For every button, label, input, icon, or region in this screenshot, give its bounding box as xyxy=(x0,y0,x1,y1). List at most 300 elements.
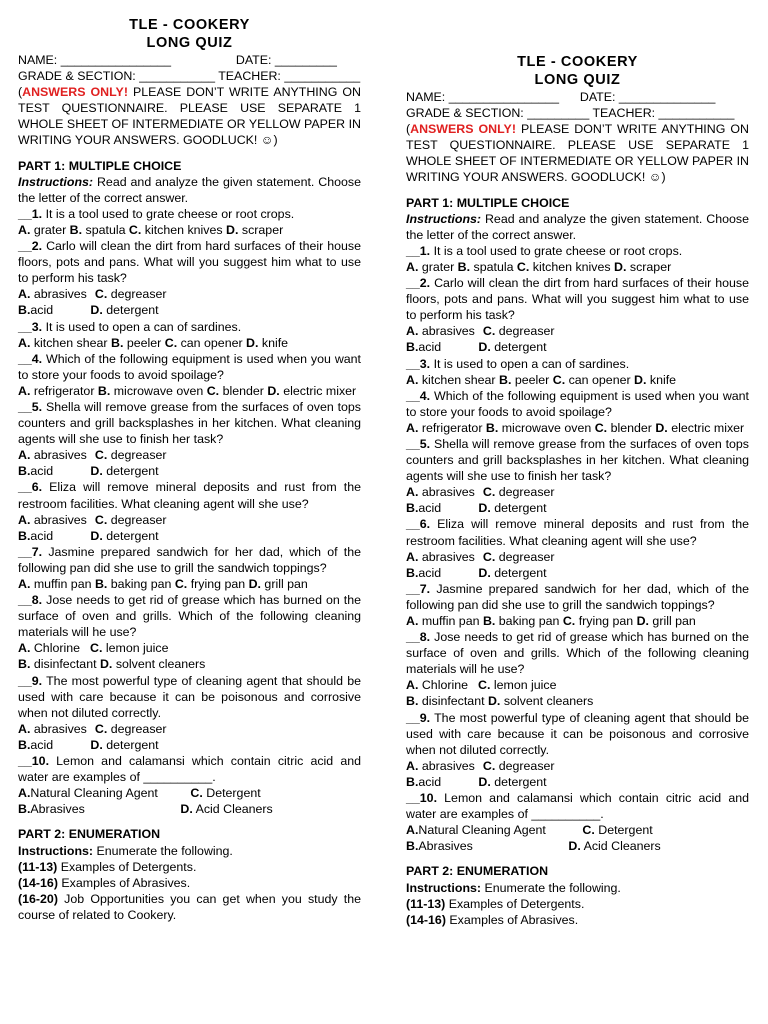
text-segment: B. xyxy=(406,839,419,854)
part1-heading: PART 1: MULTIPLE CHOICE xyxy=(406,195,570,210)
text-segment: Detergent xyxy=(594,823,653,838)
text-segment: detergent xyxy=(102,737,159,752)
text-segment: C. xyxy=(90,641,103,656)
question-8-options-bd xyxy=(406,693,749,709)
answer-note: (ANSWERS ONLY! PLEASE DON’T WRITE ANYTHING ON TEST QUESTIONNAIRE. PLEASE USE SEPARATE 1 WHOLE SHEET OF INTERMEDIATE OR YELLOW PAPER IN WRITING YOUR ANSWERS. GOODLUCK! ☺) xyxy=(18,85,361,148)
text-segment: muffin pan xyxy=(418,614,483,628)
question-5-options-bd xyxy=(18,463,361,479)
text-segment: baking pan xyxy=(107,577,175,591)
question-2-options-ac xyxy=(406,323,749,339)
question-9-options-ac xyxy=(406,758,749,774)
text-segment: A. xyxy=(18,641,31,656)
text-segment: B. xyxy=(406,774,419,789)
date-blank: _________ xyxy=(274,53,337,67)
name-label: NAME: xyxy=(406,90,446,104)
text-segment: __9. xyxy=(406,710,431,725)
text-segment: can opener xyxy=(565,372,635,387)
text-segment: degreaser xyxy=(495,485,555,500)
text-segment: C. xyxy=(478,678,491,693)
question-1-options xyxy=(18,222,361,238)
teacher-label: TEACHER: xyxy=(592,106,656,121)
question-8-options-ac xyxy=(406,677,749,693)
text-segment: Jasmine prepared sandwich for her dad, which of the following pan did she use to grill the sandwich toppings? xyxy=(406,581,749,612)
text-segment: C. xyxy=(482,549,496,564)
question-7 xyxy=(18,544,361,576)
text-segment: kitchen knives xyxy=(529,259,615,274)
text-segment: __3. xyxy=(406,356,431,371)
text-segment: baking pan xyxy=(495,614,563,628)
text-segment: abrasives xyxy=(30,448,87,463)
text-segment: (16-20) xyxy=(18,891,58,906)
text-segment: D. xyxy=(568,839,581,854)
part1-instructions: Instructions: Read and analyze the given statement. Choose the letter of the correct answer. xyxy=(18,174,361,205)
text-segment: grill pan xyxy=(648,614,696,628)
text-segment: abrasives xyxy=(30,287,87,302)
text-segment: detergent xyxy=(102,303,159,318)
teacher-blank: ___________ xyxy=(284,69,361,84)
text-segment: A. xyxy=(406,324,419,339)
text-segment: grater xyxy=(418,259,458,274)
text-segment: It is a tool used to grate cheese or root crops. xyxy=(42,206,295,221)
text-segment: can opener xyxy=(177,335,247,350)
text-segment: degreaser xyxy=(495,758,555,773)
text-segment: D. xyxy=(478,565,491,580)
text-segment: A. xyxy=(18,448,31,463)
text-segment: It is used to open a can of sardines. xyxy=(430,356,630,371)
text-segment: kitchen shear xyxy=(30,335,111,350)
answer-note: (ANSWERS ONLY! PLEASE DON’T WRITE ANYTHING ON TEST QUESTIONNAIRE. PLEASE USE SEPARATE 1 WHOLE SHEET OF INTERMEDIATE OR YELLOW PAPER IN WRITING YOUR ANSWERS. GOODLUCK! ☺) xyxy=(406,122,749,185)
text-segment: (14-16) xyxy=(18,875,58,890)
text-segment: D. xyxy=(487,694,501,709)
question-5-options-ac xyxy=(18,447,361,463)
question-6-options-ac xyxy=(406,549,749,565)
text-segment: Jose needs to get rid of grease which has burned on the surface of oven and grills. Which of the following cleaning materials will he use? xyxy=(18,593,361,640)
question-2 xyxy=(18,238,361,286)
text-segment: acid xyxy=(30,528,54,543)
text-segment: C. xyxy=(174,577,188,591)
question-4-options xyxy=(18,383,361,399)
text-segment: C. xyxy=(482,485,496,500)
text-segment: A. xyxy=(406,372,419,387)
text-segment: D. xyxy=(655,420,668,435)
text-segment: Acid Cleaners xyxy=(192,802,273,817)
text-segment: lemon juice xyxy=(102,641,169,656)
text-segment: kitchen knives xyxy=(141,222,227,237)
text-segment: Acid Cleaners xyxy=(580,839,661,854)
question-5-options-bd xyxy=(406,500,749,516)
text-segment: __2. xyxy=(18,239,43,254)
part2-heading: PART 2: ENUMERATION xyxy=(406,864,549,879)
text-segment: Lemon and calamansi which contain citric acid and water are examples of xyxy=(18,754,361,785)
text-segment: detergent xyxy=(490,565,547,580)
text-segment: B. xyxy=(457,259,471,274)
question-6 xyxy=(406,516,749,548)
text-segment: B. xyxy=(406,694,419,709)
grade-blank: ___________ xyxy=(139,69,215,84)
text-segment: C. xyxy=(164,335,178,350)
text-segment: disinfectant xyxy=(30,657,100,672)
enumeration-1 xyxy=(18,859,361,875)
text-segment: __8. xyxy=(406,630,431,645)
text-segment: abrasives xyxy=(418,485,475,500)
grade-label: GRADE & SECTION: xyxy=(18,69,136,84)
name-blank: ________________ xyxy=(60,53,171,67)
text-segment: Chlorine xyxy=(30,641,80,656)
text-segment: knife xyxy=(258,335,289,350)
text-segment: C. xyxy=(94,448,108,463)
text-segment: __4. xyxy=(18,351,43,366)
question-2-options-bd xyxy=(18,302,361,318)
text-segment: A. xyxy=(18,721,31,736)
text-segment: Chlorine xyxy=(418,678,468,693)
text-segment: Instructions: xyxy=(406,880,482,895)
question-1 xyxy=(18,206,361,222)
text-segment: A. xyxy=(406,549,419,564)
text-segment: D. xyxy=(226,222,239,237)
text-segment: Job Opportunities you can get when you study the course of related to Cookery. xyxy=(18,891,361,922)
text-segment: (11-13) xyxy=(18,859,58,874)
text-segment: Natural Cleaning Agent xyxy=(30,786,158,801)
text-segment: grater xyxy=(30,222,70,237)
text-segment: detergent xyxy=(490,501,547,516)
question-9 xyxy=(18,673,361,721)
answers-only-note: ANSWERS ONLY! xyxy=(22,85,128,100)
text-segment: C. xyxy=(190,786,203,801)
question-10 xyxy=(406,790,749,822)
question-10-options-bd xyxy=(18,801,361,817)
text-segment: detergent xyxy=(102,528,159,543)
text-segment: __3. xyxy=(18,319,43,334)
text-segment: C. xyxy=(482,324,496,339)
question-7-options xyxy=(406,613,749,629)
text-segment: lemon juice xyxy=(490,678,557,693)
text-segment: Natural Cleaning Agent xyxy=(418,823,546,838)
grade-teacher-line xyxy=(18,68,361,84)
question-4-options xyxy=(406,420,749,436)
question-6-options-bd xyxy=(18,528,361,544)
text-segment: C. xyxy=(552,372,566,387)
text-segment: scraper xyxy=(238,222,284,237)
text-segment: Jose needs to get rid of grease which has burned on the surface of oven and grills. Which of the following cleaning materials will he use? xyxy=(406,630,749,677)
question-3-options xyxy=(406,372,749,388)
text-segment: D. xyxy=(90,528,103,543)
text-segment: Eliza will remove mineral deposits and rust from the restroom facilities. What cleaning agent will she use? xyxy=(18,480,361,511)
teacher-label: TEACHER: xyxy=(218,69,281,84)
question-3-options xyxy=(18,335,361,351)
part1-instructions: Instructions: Read and analyze the given statement. Choose the letter of the correct answer. xyxy=(406,211,749,242)
enumeration-2 xyxy=(406,912,749,928)
text-segment: __6. xyxy=(18,480,43,495)
quiz-subtitle: LONG QUIZ xyxy=(146,35,233,51)
text-segment: Which of the following equipment is used when you want to store your foods to avoid spoilage? xyxy=(18,351,361,382)
text-segment: B. xyxy=(18,737,31,752)
text-segment: B. xyxy=(69,222,83,237)
text-segment: Shella will remove grease from the surfaces of oven tops counters and grill backsplashes in her kitchen. What cleaning agents will she use to finish her task? xyxy=(406,436,749,484)
date-label: DATE: xyxy=(235,53,272,67)
enumeration-1 xyxy=(406,896,749,912)
text-segment: A. xyxy=(18,383,31,398)
text-segment: abrasives xyxy=(418,324,475,339)
text-segment: grill pan xyxy=(260,577,308,591)
text-segment: The most powerful type of cleaning agent that should be used with care because it can be poisonous and corrosive when not diluted correctly. xyxy=(18,673,361,720)
text-segment: electric mixer xyxy=(279,383,357,398)
text-segment: electric mixer xyxy=(667,420,745,435)
text-segment: A. xyxy=(18,577,31,591)
teacher-blank: ___________ xyxy=(658,106,735,121)
date-blank: ______________ xyxy=(618,90,716,104)
question-1-options xyxy=(406,259,749,275)
quiz-title: TLE - COOKERY xyxy=(517,54,638,70)
text-segment: __6. xyxy=(406,517,431,532)
text-segment: knife xyxy=(646,372,677,387)
text-segment: Carlo will clean the dirt from hard surfaces of their house floors, pots and pans. What will you suggest him what to use to perform his task? xyxy=(406,276,749,323)
question-10-options-ac xyxy=(18,785,361,801)
text-segment: C. xyxy=(562,614,576,628)
text-segment: Lemon and calamansi which contain citric acid and water are examples of xyxy=(406,791,749,822)
text-segment: __5. xyxy=(18,399,43,414)
part2-heading: PART 2: ENUMERATION xyxy=(18,827,161,842)
text-segment: B. xyxy=(94,577,108,591)
enumeration-2 xyxy=(18,875,361,891)
text-segment: B. xyxy=(18,464,31,479)
text-segment: D. xyxy=(248,577,261,591)
name-date-line xyxy=(406,89,749,105)
text-segment: disinfectant xyxy=(418,694,488,709)
smiley-icon: ☺ xyxy=(260,133,274,148)
question-9-options-bd xyxy=(406,774,749,790)
text-segment: __4. xyxy=(406,388,431,403)
question-5 xyxy=(18,399,361,447)
text-segment: __1. xyxy=(18,206,43,221)
text-segment: __7. xyxy=(406,581,431,596)
text-segment: C. xyxy=(94,512,108,527)
note-text: PLEASE DON’T WRITE ANYTHING ON TEST QUESTIONNAIRE. PLEASE USE SEPARATE 1 WHOLE SHEET OF INTERMEDIATE OR YELLOW PAPER IN WRITING YOUR ANSWERS. GOODLUCK! xyxy=(406,122,749,185)
text-segment: A. xyxy=(406,259,419,274)
text-segment: detergent xyxy=(490,340,547,355)
text-segment: B. xyxy=(18,802,31,817)
text-segment: D. xyxy=(636,614,649,628)
text-segment: B. xyxy=(111,335,124,350)
text-segment: __9. xyxy=(18,673,43,688)
answers-only-note: ANSWERS ONLY! xyxy=(410,122,516,137)
text-segment: A. xyxy=(406,420,419,435)
text-segment: Abrasives xyxy=(418,839,473,854)
text-segment: frying pan xyxy=(187,577,249,591)
text-segment: B. xyxy=(18,657,31,672)
text-segment: Detergent xyxy=(202,786,261,801)
text-segment: D. xyxy=(614,259,627,274)
text-segment: __10. xyxy=(406,791,438,806)
text-segment: microwave oven xyxy=(498,420,595,435)
question-6-options-bd xyxy=(406,565,749,581)
text-segment: solvent cleaners xyxy=(500,694,594,709)
text-segment: D. xyxy=(180,802,193,817)
question-10-options-bd xyxy=(406,838,749,854)
part2-instructions xyxy=(18,843,361,859)
text-segment: detergent xyxy=(102,464,159,479)
text-segment: peeler xyxy=(511,372,553,387)
text-segment: acid xyxy=(30,303,54,318)
text-segment: acid xyxy=(30,464,54,479)
text-segment: D. xyxy=(246,335,259,350)
text-segment: Eliza will remove mineral deposits and rust from the restroom facilities. What cleaning agent will she use? xyxy=(406,517,749,548)
name-blank: ________________ xyxy=(448,90,559,104)
text-segment: A. xyxy=(18,335,31,350)
question-7 xyxy=(406,581,749,613)
text-segment: blender xyxy=(607,420,656,435)
text-segment: __10. xyxy=(18,754,50,769)
text-segment: degreaser xyxy=(107,287,167,302)
text-segment: D. xyxy=(99,657,113,672)
question-6 xyxy=(18,479,361,511)
question-9-options-ac xyxy=(18,721,361,737)
text-segment: acid xyxy=(418,501,442,516)
text-segment: A. xyxy=(18,222,31,237)
text-segment: (11-13) xyxy=(406,896,446,911)
text-segment: B. xyxy=(482,614,496,628)
question-1 xyxy=(406,243,749,259)
question-7-options xyxy=(18,576,361,592)
text-segment: acid xyxy=(30,737,54,752)
question-8 xyxy=(406,629,749,677)
text-segment: abrasives xyxy=(418,758,475,773)
text-segment: A. xyxy=(406,485,419,500)
question-5-options-ac xyxy=(406,484,749,500)
date-label: DATE: xyxy=(579,90,616,104)
part1-instr-label: Instructions: xyxy=(406,211,482,226)
note-text: PLEASE DON’T WRITE ANYTHING ON TEST QUESTIONNAIRE. PLEASE USE SEPARATE 1 WHOLE SHEET OF INTERMEDIATE OR YELLOW PAPER IN WRITING YOUR ANSWERS. GOODLUCK! xyxy=(18,85,361,148)
text-segment: Which of the following equipment is used when you want to store your foods to avoid spoilage? xyxy=(406,388,749,419)
text-segment: B. xyxy=(406,501,419,516)
question-8-options-ac xyxy=(18,640,361,656)
question-10 xyxy=(18,753,361,785)
text-segment: D. xyxy=(267,383,280,398)
text-segment: Jasmine prepared sandwich for her dad, which of the following pan did she use to grill the sandwich toppings? xyxy=(18,544,361,575)
question-2-options-ac xyxy=(18,286,361,302)
text-segment: D. xyxy=(634,372,647,387)
text-segment: Examples of Detergents. xyxy=(445,896,585,911)
question-3 xyxy=(406,356,749,372)
text-segment: D. xyxy=(478,774,491,789)
text-segment: D. xyxy=(90,303,103,318)
text-segment: __1. xyxy=(406,243,431,258)
text-segment: degreaser xyxy=(107,512,167,527)
text-segment: Examples of Abrasives. xyxy=(57,875,191,890)
text-segment: Enumerate the following. xyxy=(93,843,233,858)
question-6-options-ac xyxy=(18,512,361,528)
text-segment: D. xyxy=(478,340,491,355)
text-segment: B. xyxy=(499,372,512,387)
part1-heading: PART 1: MULTIPLE CHOICE xyxy=(18,158,182,173)
name-label: NAME: xyxy=(18,53,58,67)
text-segment: refrigerator xyxy=(30,383,98,398)
question-2 xyxy=(406,275,749,323)
text-segment: acid xyxy=(418,340,442,355)
text-segment: peeler xyxy=(123,335,165,350)
name-date-line xyxy=(18,52,361,68)
text-segment: __________. xyxy=(531,807,604,822)
text-segment: abrasives xyxy=(418,549,475,564)
text-segment: acid xyxy=(418,565,442,580)
text-segment: microwave oven xyxy=(110,383,207,398)
text-segment: muffin pan xyxy=(30,577,95,591)
text-segment: acid xyxy=(418,774,442,789)
text-segment: frying pan xyxy=(575,614,637,628)
text-segment: __5. xyxy=(406,436,431,451)
text-segment: detergent xyxy=(490,774,547,789)
text-segment: abrasives xyxy=(30,512,87,527)
text-segment: degreaser xyxy=(495,549,555,564)
text-segment: abrasives xyxy=(30,721,87,736)
text-segment: scraper xyxy=(626,259,672,274)
text-segment: B. xyxy=(406,565,419,580)
text-segment: refrigerator xyxy=(418,420,486,435)
text-segment: A. xyxy=(18,786,31,801)
text-segment: spatula xyxy=(82,222,129,237)
question-8-options-bd xyxy=(18,656,361,672)
text-segment: D. xyxy=(90,464,103,479)
smiley-icon: ☺ xyxy=(648,170,662,185)
question-3 xyxy=(18,319,361,335)
text-segment: A. xyxy=(406,758,419,773)
quiz-subtitle: LONG QUIZ xyxy=(534,72,621,88)
text-segment: Abrasives xyxy=(30,802,85,817)
text-segment: It is a tool used to grate cheese or root crops. xyxy=(430,243,683,258)
text-segment: Enumerate the following. xyxy=(481,880,621,895)
text-segment: A. xyxy=(18,287,31,302)
text-segment: degreaser xyxy=(495,324,555,339)
text-segment: __8. xyxy=(18,593,43,608)
text-segment: C. xyxy=(594,420,608,435)
text-segment: blender xyxy=(219,383,268,398)
grade-blank: _________ xyxy=(527,106,590,121)
text-segment: __________. xyxy=(143,770,216,785)
text-segment: __2. xyxy=(406,276,431,291)
text-segment: C. xyxy=(516,259,530,274)
text-segment: Examples of Abrasives. xyxy=(445,912,579,927)
question-10-options-ac xyxy=(406,822,749,838)
question-4 xyxy=(406,388,749,420)
text-segment: solvent cleaners xyxy=(112,657,206,672)
text-segment: C. xyxy=(582,823,595,838)
question-5 xyxy=(406,436,749,484)
text-segment: A. xyxy=(406,614,419,628)
quiz-title: TLE - COOKERY xyxy=(129,17,250,33)
grade-label: GRADE & SECTION: xyxy=(406,106,524,121)
text-segment: __7. xyxy=(18,544,43,559)
text-segment: C. xyxy=(482,758,496,773)
question-9 xyxy=(406,710,749,758)
quiz-copy-left xyxy=(18,16,361,923)
part2-instructions xyxy=(406,880,749,896)
question-9-options-bd xyxy=(18,737,361,753)
text-segment: B. xyxy=(97,383,111,398)
text-segment: The most powerful type of cleaning agent that should be used with care because it can be poisonous and corrosive when not diluted correctly. xyxy=(406,710,749,757)
text-segment: It is used to open a can of sardines. xyxy=(42,319,242,334)
text-segment: B. xyxy=(18,303,31,318)
text-segment: Carlo will clean the dirt from hard surfaces of their house floors, pots and pans. What will you suggest him what to use to perform his task? xyxy=(18,239,361,286)
text-segment: B. xyxy=(18,528,31,543)
text-segment: C. xyxy=(94,287,108,302)
quiz-copy-right xyxy=(406,53,749,928)
question-8 xyxy=(18,592,361,640)
text-segment: kitchen shear xyxy=(418,372,499,387)
text-segment: Shella will remove grease from the surfaces of oven tops counters and grill backsplashes in her kitchen. What cleaning agents will she use to finish her task? xyxy=(18,399,361,447)
text-segment: C. xyxy=(128,222,142,237)
text-segment: D. xyxy=(478,501,491,516)
part1-instr-label: Instructions: xyxy=(18,174,94,189)
text-segment: A. xyxy=(406,823,419,838)
